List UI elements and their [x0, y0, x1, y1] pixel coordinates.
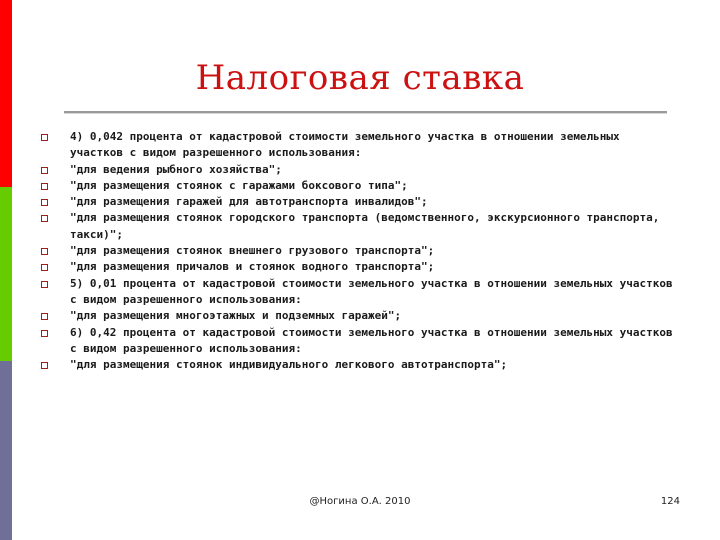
list-item [36, 259, 676, 275]
square-bullet-icon [41, 183, 48, 190]
list-item-text: "для размещения стоянок с гаражами боксового типа"; [70, 178, 408, 192]
list-item [36, 308, 676, 324]
list-item-text: "для ведения рыбного хозяйства"; [70, 162, 282, 176]
square-bullet-icon [41, 330, 48, 337]
square-bullet-icon [41, 134, 48, 141]
side-bar-red-segment [0, 0, 12, 187]
list-item-text: 5) 0,01 процента от кадастровой стоимости земельного участка в отношении земельных участков с видом разрешенного использования: [70, 276, 673, 306]
list-item [36, 357, 676, 373]
list-item-text: "для размещения причалов и стоянок водного транспорта"; [70, 260, 435, 274]
list-item-text: "для размещения стоянок внешнего грузового транспорта"; [70, 244, 435, 258]
list-item-text: 6) 0,42 процента от кадастровой стоимости земельного участка в отношении земельных участков с видом разрешенного использования: [70, 325, 673, 355]
square-bullet-icon [41, 167, 48, 174]
square-bullet-icon [41, 362, 48, 369]
title-divider [64, 111, 667, 113]
side-color-bar [0, 0, 12, 540]
square-bullet-icon [41, 248, 48, 255]
bullet-list [36, 129, 676, 373]
square-bullet-icon [41, 281, 48, 288]
footer-author: @Ногина О.А. 2010 [309, 496, 411, 507]
list-item [36, 243, 676, 259]
list-item [36, 325, 676, 358]
list-item [36, 178, 676, 194]
list-item-text: "для размещения стоянок индивидуального легкового автотранспорта"; [70, 358, 508, 372]
list-item-text: 4) 0,042 процента от кадастровой стоимости земельного участка в отношении земельных участков с видом разрешенного использования: [70, 130, 620, 160]
page-number: 124 [660, 496, 680, 507]
side-bar-green-segment [0, 187, 12, 361]
square-bullet-icon [41, 313, 48, 320]
list-item-text: "для размещения многоэтажных и подземных гаражей"; [70, 309, 402, 323]
list-item-text: "для размещения стоянок городского транспорта (ведомственного, экскурсионного транспорта, такси)"; [70, 211, 660, 241]
list-item [36, 210, 676, 243]
list-item [36, 276, 676, 309]
square-bullet-icon [41, 199, 48, 206]
list-item-text: "для размещения гаражей для автотранспорта инвалидов"; [70, 195, 428, 209]
slide-title: Налоговая ставка [195, 58, 525, 98]
list-item [36, 194, 676, 210]
list-item [36, 129, 676, 162]
list-item [36, 162, 676, 178]
square-bullet-icon [41, 264, 48, 271]
square-bullet-icon [41, 215, 48, 222]
side-bar-gray-segment [0, 361, 12, 540]
